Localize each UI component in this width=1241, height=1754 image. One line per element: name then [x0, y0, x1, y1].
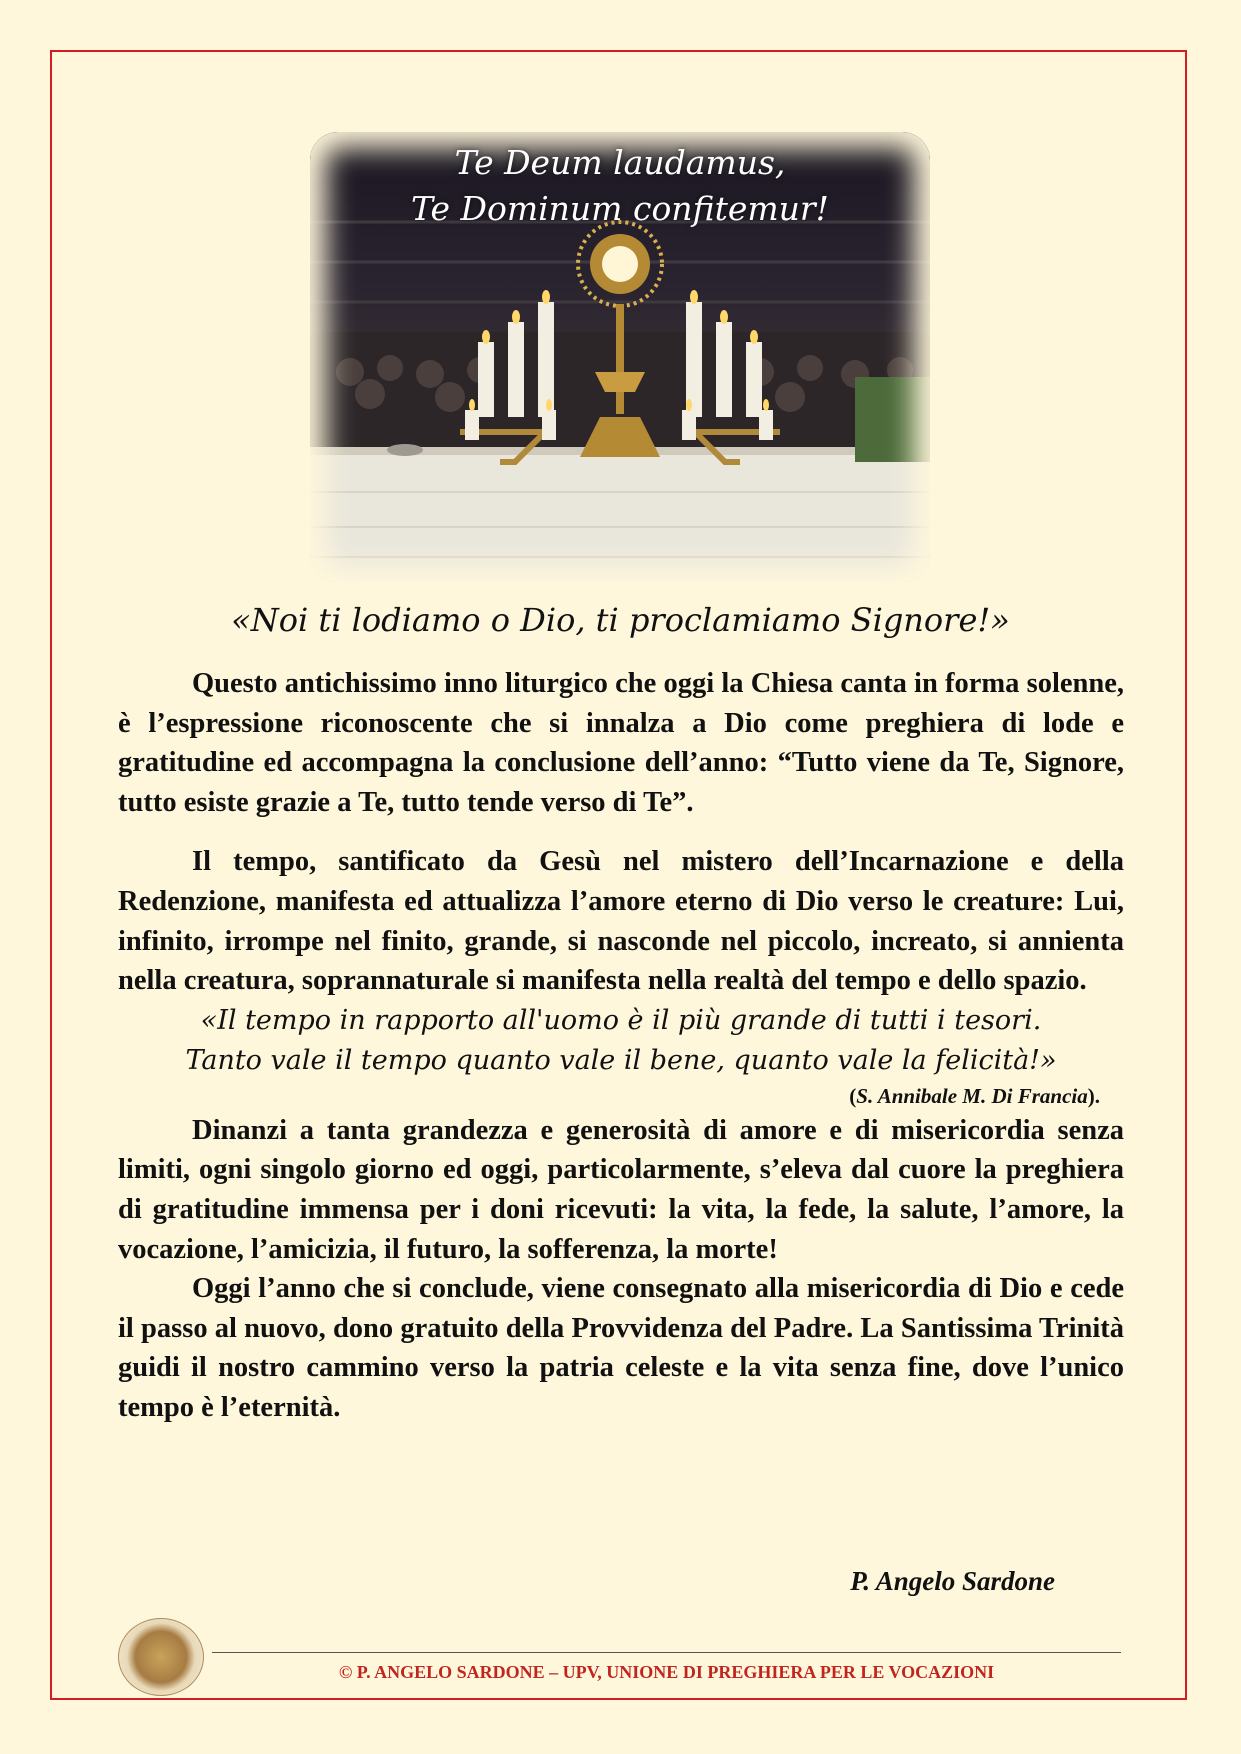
quote-line-1: «Il tempo in rapporto all'uomo è il più grande di tutti i tesori. [200, 1004, 1042, 1036]
quote-source [118, 1081, 1100, 1111]
photo-caption-line1: Te Deum laudamus, [454, 143, 786, 182]
paragraph-1: Questo antichissimo inno liturgico che oggi la Chiesa canta in forma solenne, è l’espressione riconoscente che si innalza a Dio come preghiera di lode e gratitudine ed accompagna la conclusione dell’anno: “Tutto viene da Te, Signore, tutto esiste grazie a Te, tutto tende verso di Te”. [118, 668, 1124, 818]
paragraph-3: Dinanzi a tanta grandezza e generosità di amore e di misericordia senza limiti, ogni singolo giorno ed oggi, particolarmente, s’eleva dal cuore la preghiera di gratitudine immensa per i doni ricevuti: la vita, la fede, la salute, l’amore, la vocazione, l’amicizia, il futuro, la sofferenza, la morte! [118, 1114, 1124, 1265]
quote-source-close: ). [1087, 1083, 1100, 1108]
footer-copyright: © P. ANGELO SARDONE – UPV, UNIONE DI PREGHIERA PER LE VOCAZIONI [338, 1662, 995, 1682]
paragraph-4: Oggi l’anno che si conclude, viene consegnato alla misericordia di Dio e cede il passo al nuovo, dono gratuito della Provvidenza del Padre. La Santissima Trinità guidi il nostro cammino verso la patria celeste e la vita senza fine, dove l’unico tempo è l’eternità. [118, 1273, 1124, 1423]
signature: P. Angelo Sardone [850, 1566, 1055, 1596]
photo-caption-line2: Te Dominum confitemur! [411, 189, 829, 228]
footer-divider [212, 1652, 1121, 1653]
upv-logo [118, 1618, 204, 1696]
quote-source-open: ( [849, 1083, 857, 1108]
photo-caption [310, 140, 930, 232]
altar-photo [310, 132, 930, 582]
paragraph-2: Il tempo, santificato da Gesù nel mistero dell’Incarnazione e della Redenzione, manifesta ed attualizza l’amore eterno di Dio verso le creature: Lui, infinito, irrompe nel finito, grande, si nasconde nel piccolo, increato, si annienta nella creatura, soprannaturale si manifesta nella realtà del tempo e dello spazio. [118, 846, 1124, 997]
article-body [118, 664, 1124, 1428]
quote-source-name: S. Annibale M. Di Francia [856, 1083, 1088, 1108]
page-title: «Noi ti lodiamo o Dio, ti proclamiamo Signore!» [231, 601, 1010, 639]
quote-line-2: Tanto vale il tempo quanto vale il bene, quanto vale la felicità!» [185, 1044, 1057, 1076]
